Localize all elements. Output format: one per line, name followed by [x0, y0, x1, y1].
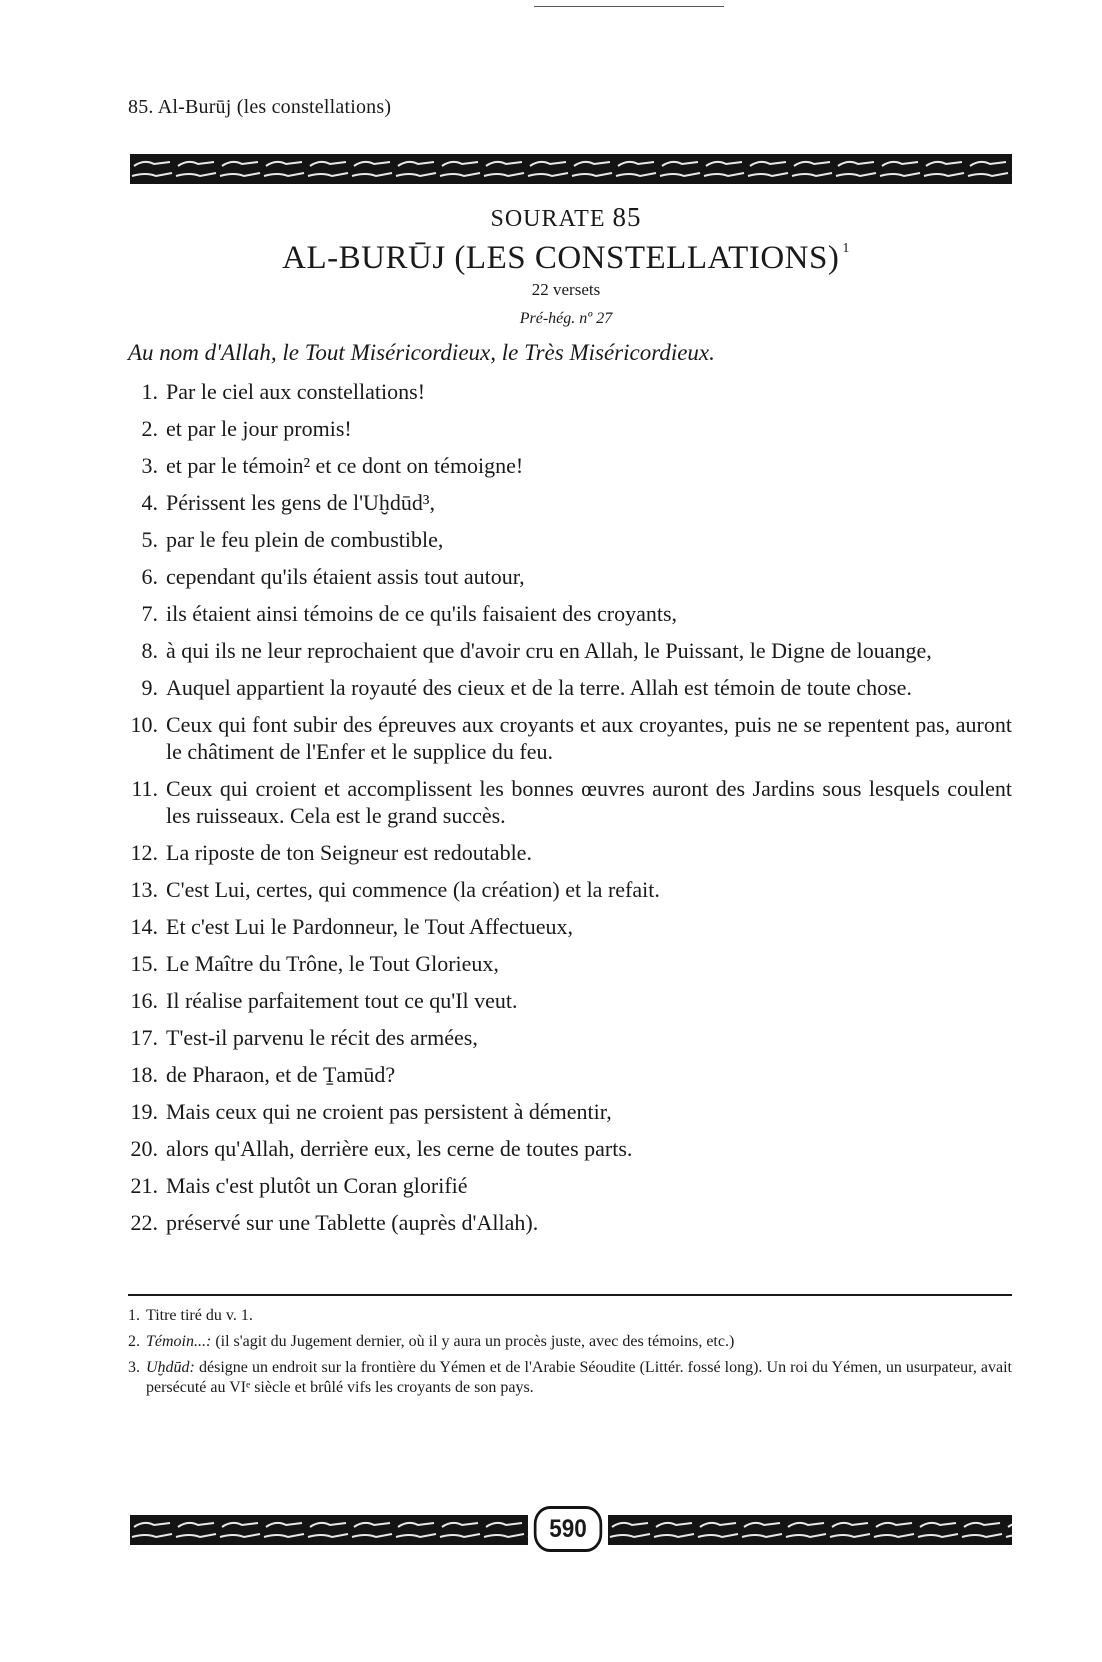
verse-number: 11.: [131, 776, 158, 801]
verse-text: à qui ils ne leur reprochaient que d'avoir cru en Allah, le Puissant, le Digne de louange,: [166, 638, 932, 663]
verse-number: 16.: [130, 988, 158, 1013]
verse-number: 10.: [130, 712, 158, 737]
verse-text: cependant qu'ils étaient assis tout autour,: [166, 564, 525, 589]
verse-number: 12.: [130, 840, 158, 865]
footnote-text: désigne un endroit sur la frontière du Yémen et de l'Arabie Séoudite (Littér. fossé long). Un roi du Yémen, un usurpateur, avait persécuté au VIᵉ siècle et brûlé vifs les croyants de son pays.: [146, 1359, 1012, 1396]
verse-item: [128, 1135, 1012, 1162]
verse-number: 18.: [130, 1062, 158, 1087]
verse-text: de Pharaon, et de Ṯamūd?: [166, 1062, 396, 1087]
verse-text: Par le ciel aux constellations!: [166, 379, 426, 404]
verse-number: 19.: [130, 1099, 158, 1124]
verse-number: 20.: [130, 1136, 158, 1161]
footnote-number: 1.: [128, 1307, 140, 1324]
verse-item: [128, 950, 1012, 977]
verse-item: [128, 415, 1012, 442]
verse-item: [128, 1098, 1012, 1125]
verse-text: Il réalise parfaitement tout ce qu'Il veut.: [166, 988, 518, 1013]
footnote-body: [146, 1332, 1012, 1352]
verse-item: [128, 1209, 1012, 1236]
verse-text: et par le jour promis!: [166, 416, 352, 441]
decorative-band-top: [130, 154, 1012, 184]
verse-item: [128, 711, 1012, 765]
verse-item: [128, 987, 1012, 1014]
verse-item: [128, 489, 1012, 516]
verse-text: Périssent les gens de l'Uḫdūd³,: [166, 490, 436, 515]
verse-text: Le Maître du Trône, le Tout Glorieux,: [166, 951, 499, 976]
verse-number: 1.: [141, 379, 158, 404]
verse-text: ils étaient ainsi témoins de ce qu'ils faisaient des croyants,: [166, 601, 678, 626]
footnote-list: [128, 1306, 1012, 1404]
verse-text: et par le témoin² et ce dont on témoigne!: [166, 453, 524, 478]
verse-text: C'est Lui, certes, qui commence (la création) et la refait.: [166, 877, 660, 902]
verse-number: 15.: [130, 951, 158, 976]
verse-number: 9.: [141, 675, 158, 700]
footnote-number: 2.: [128, 1333, 140, 1350]
verse-number: 7.: [141, 601, 158, 626]
verse-number: 8.: [141, 638, 158, 663]
footnote-term: Uḫdūd:: [146, 1359, 195, 1376]
verse-item: [128, 775, 1012, 829]
verse-item: [128, 637, 1012, 664]
footnote-text: Titre tiré du v. 1.: [146, 1307, 253, 1324]
verse-text: Auquel appartient la royauté des cieux et de la terre. Allah est témoin de toute chose.: [166, 675, 912, 700]
verse-text: Mais c'est plutôt un Coran glorifié: [166, 1173, 468, 1198]
verse-item: [128, 600, 1012, 627]
verse-text: préservé sur une Tablette (auprès d'Allah).: [166, 1210, 539, 1235]
verse-number: 3.: [141, 453, 158, 478]
verse-text: Et c'est Lui le Pardonneur, le Tout Affectueux,: [166, 914, 574, 939]
verse-list: [128, 378, 1012, 1246]
page-number: 590: [534, 1506, 602, 1552]
verse-number: 22.: [130, 1210, 158, 1235]
verse-item: [128, 563, 1012, 590]
sourate-label-text: SOURATE: [490, 206, 606, 232]
footnote-term: Témoin...:: [146, 1333, 212, 1350]
verse-number: 4.: [141, 490, 158, 515]
verse-number: 17.: [130, 1025, 158, 1050]
footnote-text: (il s'agit du Jugement dernier, où il y aura un procès juste, avec des témoins, etc.): [211, 1333, 735, 1350]
verse-item: [128, 1024, 1012, 1051]
basmala: Au nom d'Allah, le Tout Miséricordieux, le Très Miséricordieux.: [128, 340, 715, 365]
verse-text: Mais ceux qui ne croient pas persistent à démentir,: [166, 1099, 612, 1124]
verse-number: 2.: [141, 416, 158, 441]
footnote-item: [128, 1332, 1012, 1352]
verse-item: [128, 876, 1012, 903]
verse-item: [128, 674, 1012, 701]
chain-ornament: [130, 154, 1012, 184]
footnote-body: [146, 1358, 1012, 1398]
verse-text: La riposte de ton Seigneur est redoutable.: [166, 840, 532, 865]
footnote-number: 3.: [128, 1359, 140, 1376]
footnote-item: [128, 1358, 1012, 1398]
sourate-title-footnote-ref: 1: [842, 241, 850, 256]
sourate-number: 85: [612, 202, 642, 232]
verse-text: alors qu'Allah, derrière eux, les cerne de toutes parts.: [166, 1136, 633, 1161]
verse-number: 5.: [141, 527, 158, 552]
top-rule: [534, 6, 724, 7]
verse-item: [128, 913, 1012, 940]
verse-item: [128, 378, 1012, 405]
chain-ornament: [130, 1515, 528, 1545]
verse-item: [128, 526, 1012, 553]
verse-number: 13.: [130, 877, 158, 902]
verse-text: Ceux qui font subir des épreuves aux croyants et aux croyantes, puis ne se repentent pas, auront le châtiment de l'Enfer et le supplice du feu.: [166, 712, 1012, 764]
verse-item: [128, 1061, 1012, 1088]
verse-number: 21.: [130, 1173, 158, 1198]
footnote-rule: [128, 1294, 1012, 1296]
verse-count: 22 versets: [531, 280, 601, 299]
verse-number: 14.: [130, 914, 158, 939]
verse-number: 6.: [141, 564, 158, 589]
verse-item: [128, 452, 1012, 479]
verse-item: [128, 839, 1012, 866]
sourate-label: [0, 202, 1102, 233]
footnote-item: [128, 1306, 1012, 1326]
decorative-band-bottom-left: [130, 1515, 528, 1545]
running-header: 85. Al-Burūj (les constellations): [128, 96, 392, 118]
footnote-body: [146, 1306, 1012, 1326]
sourate-title-text: AL-BURŪJ (LES CONSTELLATIONS): [282, 240, 840, 276]
verse-text: par le feu plein de combustible,: [166, 527, 444, 552]
decorative-band-bottom-right: [608, 1515, 1012, 1545]
verse-text: T'est-il parvenu le récit des armées,: [166, 1025, 478, 1050]
verse-text: Ceux qui croient et accomplissent les bonnes œuvres auront des Jardins sous lesquels coulent les ruisseaux. Cela est le grand succès.: [166, 776, 1012, 828]
sourate-title: [0, 240, 1102, 277]
hegira-order: Pré-hég. nº 27: [519, 310, 613, 327]
chain-ornament: [608, 1515, 1012, 1545]
verse-item: [128, 1172, 1012, 1199]
